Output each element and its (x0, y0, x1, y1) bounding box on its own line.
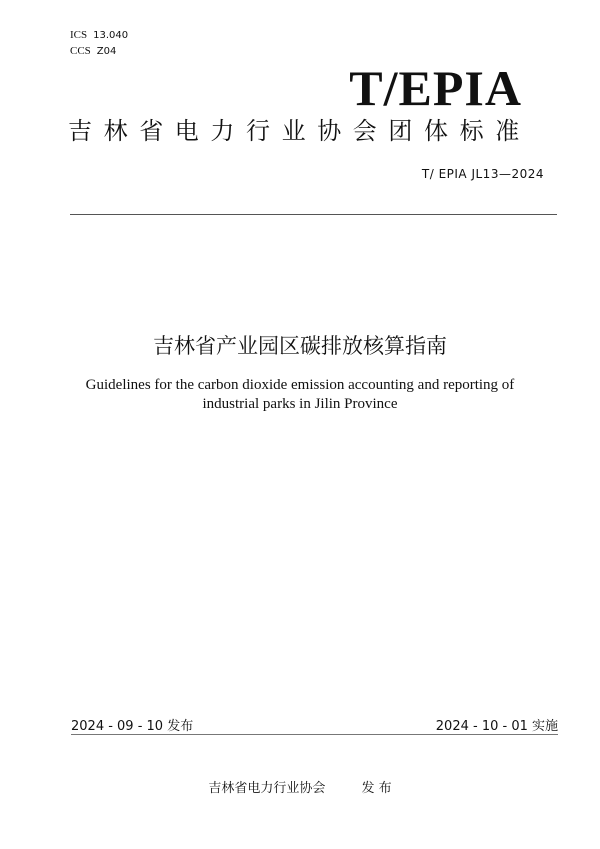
ccs-value: Z04 (96, 46, 117, 57)
publish-word: 发 布 (361, 781, 392, 796)
document-title-cn: 吉林省产业园区碳排放核算指南 (153, 334, 447, 358)
standard-logo: T/EPIA (349, 60, 522, 116)
ics-line (70, 29, 128, 41)
bottom-divider (71, 734, 558, 735)
org-standard-heading: 吉林省电力行业协会团体标准 (68, 117, 531, 145)
ics-label: ICS (70, 29, 88, 41)
publisher-name: 吉林省电力行业协会 (208, 781, 326, 796)
publisher-line (0, 777, 600, 796)
standard-code: T/ EPIA JL13—2024 (421, 167, 544, 181)
document-title-en-text: Guidelines for the carbon dioxide emission accounting and reporting of industrial parks in Jilin Province (85, 377, 515, 412)
top-divider (70, 214, 557, 215)
document-title-en (0, 376, 600, 414)
ics-value: 13.040 (93, 30, 129, 41)
ccs-line (70, 45, 116, 57)
implement-date: 2024 - 10 - 01 实施 (435, 719, 558, 734)
publish-date: 2024 - 09 - 10 发布 (71, 719, 194, 734)
ccs-label: CCS (70, 45, 91, 57)
